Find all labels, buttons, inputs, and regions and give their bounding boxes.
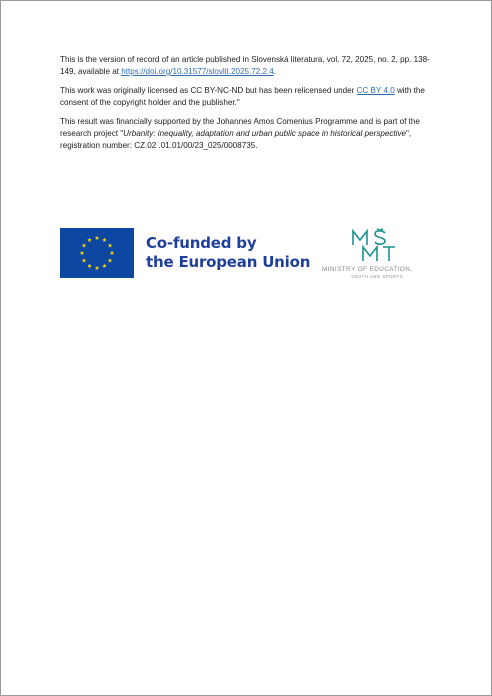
version-text: This is the version of record of an article published in Slovenská literatura, vol. 72, 2025, no. 2, pp. 138-149, available at [60, 55, 430, 76]
cc-by-link[interactable]: CC BY 4.0 [356, 86, 395, 95]
ministry-name-line2: YOUTH AND SPORTS [350, 274, 404, 279]
funding-paragraph [60, 116, 440, 152]
version-of-record-paragraph [60, 54, 440, 78]
license-paragraph [60, 85, 440, 109]
eu-text-line1: Co-funded by [146, 234, 257, 252]
funder-logos [60, 228, 440, 288]
version-end: . [273, 67, 276, 76]
ministry-name-line1: MINISTRY OF EDUCATION, [322, 266, 413, 273]
project-title: Urbanity: inequality, adaptation and urban public space in historical perspective [123, 129, 407, 138]
license-text-before: This work was originally licensed as CC BY-NC-ND but has been relicensed under [60, 86, 357, 95]
acknowledgement-text [60, 54, 440, 159]
eu-cofunded-logo [60, 228, 310, 278]
funding-text-before: This result was financially supported by the Johannes Amos Comenius Programme and is part of the research project " [60, 117, 420, 138]
license-text-after: with the consent of the copyright holder and the publisher." [60, 86, 425, 107]
eu-cofunded-text [146, 234, 310, 272]
funding-text-after: ", registration number: CZ.02 .01.01/00/23_025/0008735. [60, 129, 412, 150]
doi-link[interactable]: https://doi.org/10.31577/slovlit.2025.72.2.4 [121, 67, 274, 76]
eu-text-line2: the European Union [146, 253, 311, 271]
ministry-logo [322, 228, 432, 279]
eu-flag-icon [60, 228, 134, 278]
msmt-monogram-icon [347, 228, 407, 264]
